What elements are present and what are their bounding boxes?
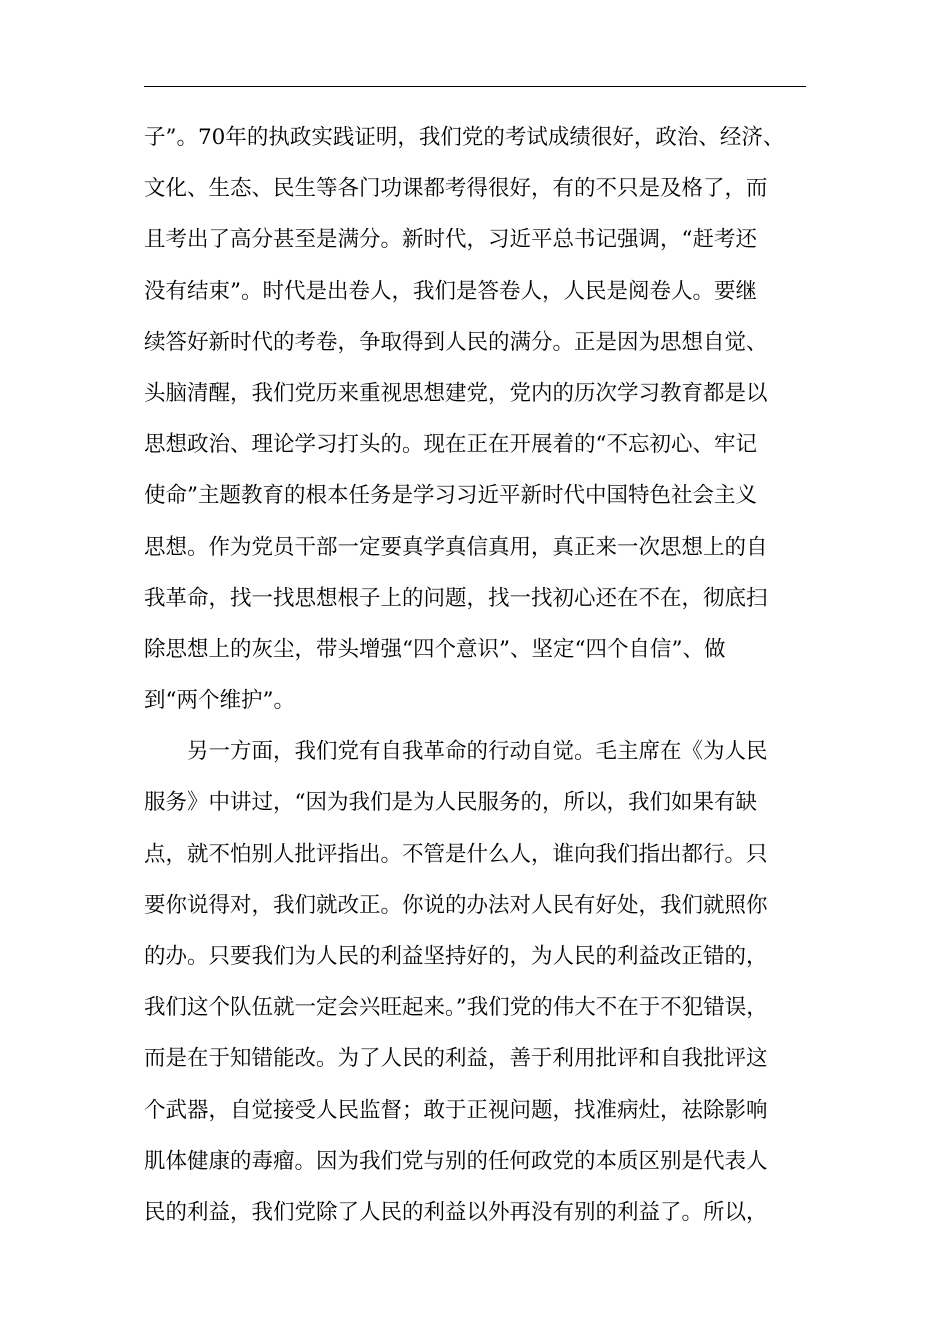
- text-line: 文化、生态、民生等各门功课都考得很好，有的不只是及格了，而: [144, 176, 768, 202]
- text-line: 的办。只要我们为人民的利益坚持好的，为人民的利益改正错的，: [144, 944, 768, 969]
- text-line: 民的利益，我们党除了人民的利益以外再没有别的利益了。所以，: [144, 1199, 768, 1225]
- text-line: 点，就不怕别人批评指出。不管是什么人，谁向我们指出都行。只: [144, 841, 768, 867]
- text-line: 除思想上的灰尘，带头增强“四个意识”、坚定“四个自信”、做: [144, 636, 726, 662]
- text-line: 子”。70年的执政实践证明，我们党的考试成绩很好，政治、经济、: [144, 125, 785, 150]
- text-line: 头脑清醒，我们党历来重视思想建党，党内的历次学习教育都是以: [144, 380, 768, 406]
- text-line: 要你说得对，我们就改正。你说的办法对人民有好处，我们就照你: [144, 892, 768, 918]
- text-line: 且考出了高分甚至是满分。新时代，习近平总书记强调，“赶考还: [144, 227, 757, 253]
- document-body: [144, 112, 844, 1238]
- text-line: 到“两个维护”。: [144, 688, 295, 714]
- text-line: 没有结束”。时代是出卷人，我们是答卷人，人民是阅卷人。要继: [144, 278, 757, 304]
- paragraph-first-line: 另一方面，我们党有自我革命的行动自觉。毛主席在《为人民: [187, 739, 768, 765]
- text-line: 使命”主题教育的根本任务是学习习近平新时代中国特色社会主义: [144, 483, 757, 509]
- text-line: 肌体健康的毒瘤。因为我们党与别的任何政党的本质区别是代表人: [144, 1148, 768, 1174]
- text-line: 而是在于知错能改。为了人民的利益，善于利用批评和自我批评这: [144, 1046, 768, 1072]
- text-line: 服务》中讲过，“因为我们是为人民服务的，所以，我们如果有缺: [144, 790, 757, 816]
- text-line: 思想。作为党员干部一定要真学真信真用，真正来一次思想上的自: [144, 534, 768, 560]
- text-line: 我革命，找一找思想根子上的问题，找一找初心还在不在，彻底扫: [144, 585, 768, 611]
- text-line: 我们这个队伍就一定会兴旺起来。”我们党的伟大不在于不犯错误，: [144, 995, 768, 1021]
- text-line: 思想政治、理论学习打头的。现在正在开展着的“不忘初心、牢记: [144, 432, 757, 458]
- text-line: 续答好新时代的考卷，争取得到人民的满分。正是因为思想自觉、: [144, 329, 768, 355]
- text-line: 个武器，自觉接受人民监督；敢于正视问题，找准病灶，祛除影响: [144, 1097, 768, 1123]
- header-rule: [144, 86, 806, 87]
